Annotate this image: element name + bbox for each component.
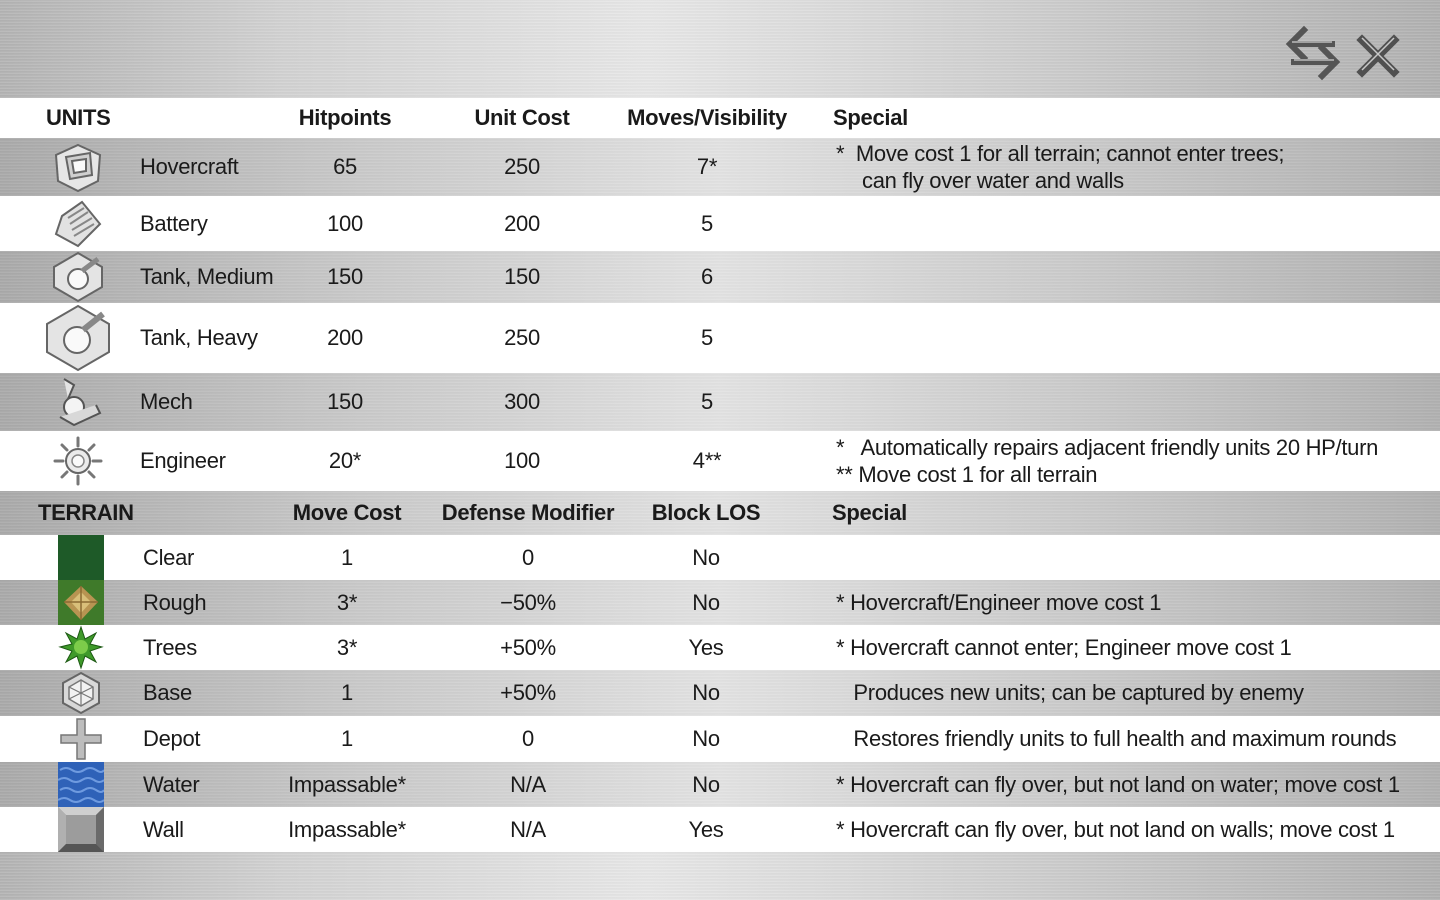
unit-row-mech <box>0 373 1440 431</box>
terrain-block-los: No <box>692 544 720 570</box>
terrain-row-trees <box>0 625 1440 670</box>
terrain-title: TERRAIN <box>38 500 134 525</box>
terrain-row-rough <box>0 580 1440 625</box>
unit-special-line2: ** Move cost 1 for all terrain <box>836 462 1098 487</box>
close-button[interactable] <box>1350 22 1408 82</box>
unit-name: Hovercraft <box>140 154 239 179</box>
unit-cost: 200 <box>504 210 540 236</box>
swap-button[interactable] <box>1284 22 1342 82</box>
unit-name: Engineer <box>140 448 226 473</box>
unit-cost: 300 <box>504 389 540 414</box>
close-icon <box>1350 22 1408 82</box>
terrain-defense: 0 <box>522 544 534 570</box>
unit-hitpoints: 150 <box>327 389 363 414</box>
terrain-name: Base <box>143 680 192 705</box>
terrain-name: Rough <box>143 589 207 615</box>
unit-cost: 250 <box>504 325 540 350</box>
moves-header: Moves/Visibility <box>627 105 787 130</box>
unit-row-hovercraft <box>0 138 1440 196</box>
terrain-special: * Hovercraft can fly over, but not land on water; move cost 1 <box>836 771 1400 797</box>
swap-arrows-icon <box>1284 22 1342 82</box>
top-bar <box>0 0 1440 98</box>
unit-hitpoints: 150 <box>327 264 363 289</box>
mech-icon <box>48 373 108 431</box>
unit-cost: 100 <box>504 448 540 473</box>
terrain-block-los: No <box>692 771 720 797</box>
terrain-name: Clear <box>143 544 195 570</box>
terrain-defense: 0 <box>522 726 534 751</box>
unit-moves: 4** <box>692 448 722 473</box>
units-title: UNITS <box>46 105 111 130</box>
defense-modifier-header: Defense Modifier <box>441 500 615 525</box>
unit-moves: 6 <box>701 264 713 289</box>
terrain-row-clear <box>0 535 1440 580</box>
terrain-move-cost: 1 <box>341 726 353 751</box>
battery-icon <box>48 196 108 252</box>
terrain-special: * Hovercraft/Engineer move cost 1 <box>836 589 1162 615</box>
terrain-defense: N/A <box>510 816 546 842</box>
units-special-header: Special <box>833 105 908 130</box>
terrain-defense: +50% <box>500 634 556 660</box>
terrain-special: * Hovercraft cannot enter; Engineer move cost 1 <box>836 634 1292 660</box>
terrain-special: Restores friendly units to full health and maximum rounds <box>836 726 1397 751</box>
terrain-block-los: No <box>692 680 720 705</box>
terrain-header-row <box>0 491 1440 535</box>
unit-moves: 5 <box>701 389 713 414</box>
unit-special <box>836 138 1284 196</box>
terrain-row-base <box>0 670 1440 716</box>
terrain-defense: +50% <box>500 680 556 705</box>
terrain-move-cost: 1 <box>341 544 353 570</box>
bottom-bar <box>0 852 1440 900</box>
unit-cost-header: Unit Cost <box>474 105 570 130</box>
unit-row-battery <box>0 196 1440 251</box>
clear-terrain-icon <box>58 535 104 580</box>
trees-terrain-icon <box>58 625 104 670</box>
unit-hitpoints: 100 <box>327 210 363 236</box>
hitpoints-header: Hitpoints <box>298 105 392 130</box>
terrain-defense: N/A <box>510 771 546 797</box>
unit-moves: 5 <box>701 325 713 350</box>
water-terrain-icon <box>58 762 104 807</box>
tank-medium-icon <box>48 251 108 303</box>
terrain-special: Produces new units; can be captured by enemy <box>836 680 1304 705</box>
unit-moves: 5 <box>701 210 713 236</box>
unit-name: Tank, Medium <box>140 264 274 289</box>
terrain-name: Water <box>143 771 200 797</box>
terrain-name: Depot <box>143 726 201 751</box>
terrain-move-cost: 3* <box>336 589 358 615</box>
tank-heavy-icon <box>41 304 115 372</box>
terrain-special-header: Special <box>832 500 907 525</box>
unit-cost: 150 <box>504 264 540 289</box>
unit-special <box>836 431 1378 491</box>
terrain-block-los: Yes <box>688 634 724 660</box>
rough-terrain-icon <box>58 580 104 625</box>
terrain-move-cost: 1 <box>341 680 353 705</box>
terrain-move-cost: 3* <box>336 634 358 660</box>
unit-hitpoints: 200 <box>327 325 363 350</box>
unit-name: Tank, Heavy <box>140 325 258 350</box>
units-header-row <box>0 98 1440 138</box>
terrain-name: Wall <box>143 816 184 842</box>
terrain-move-cost: Impassable* <box>288 771 406 797</box>
move-cost-header: Move Cost <box>292 500 402 525</box>
unit-special-line1: * Move cost 1 for all terrain; cannot enter trees; <box>836 141 1285 166</box>
unit-row-engineer <box>0 431 1440 491</box>
wall-terrain-icon <box>58 807 104 852</box>
hovercraft-icon <box>48 139 108 195</box>
unit-moves: 7* <box>696 154 718 179</box>
terrain-block-los: Yes <box>688 816 724 842</box>
terrain-row-depot <box>0 716 1440 762</box>
base-terrain-icon <box>58 670 104 716</box>
engineer-icon <box>48 432 108 490</box>
unit-name: Mech <box>140 389 193 414</box>
terrain-defense: −50% <box>500 589 556 615</box>
terrain-row-water <box>0 762 1440 807</box>
terrain-block-los: No <box>692 589 720 615</box>
terrain-row-wall <box>0 807 1440 852</box>
depot-terrain-icon <box>58 716 104 762</box>
unit-cost: 250 <box>504 154 540 179</box>
unit-special-line1: * Automatically repairs adjacent friendly units 20 HP/turn <box>836 435 1379 460</box>
unit-row-tank-medium <box>0 251 1440 303</box>
unit-row-tank-heavy <box>0 303 1440 373</box>
unit-hitpoints: 65 <box>333 154 357 179</box>
terrain-block-los: No <box>692 726 720 751</box>
terrain-special: * Hovercraft can fly over, but not land on walls; move cost 1 <box>836 816 1395 842</box>
unit-special-line2: can fly over water and walls <box>862 168 1124 193</box>
block-los-header: Block LOS <box>651 500 761 525</box>
unit-name: Battery <box>140 210 208 236</box>
terrain-move-cost: Impassable* <box>288 816 406 842</box>
unit-hitpoints: 20* <box>328 448 362 473</box>
terrain-name: Trees <box>143 634 197 660</box>
